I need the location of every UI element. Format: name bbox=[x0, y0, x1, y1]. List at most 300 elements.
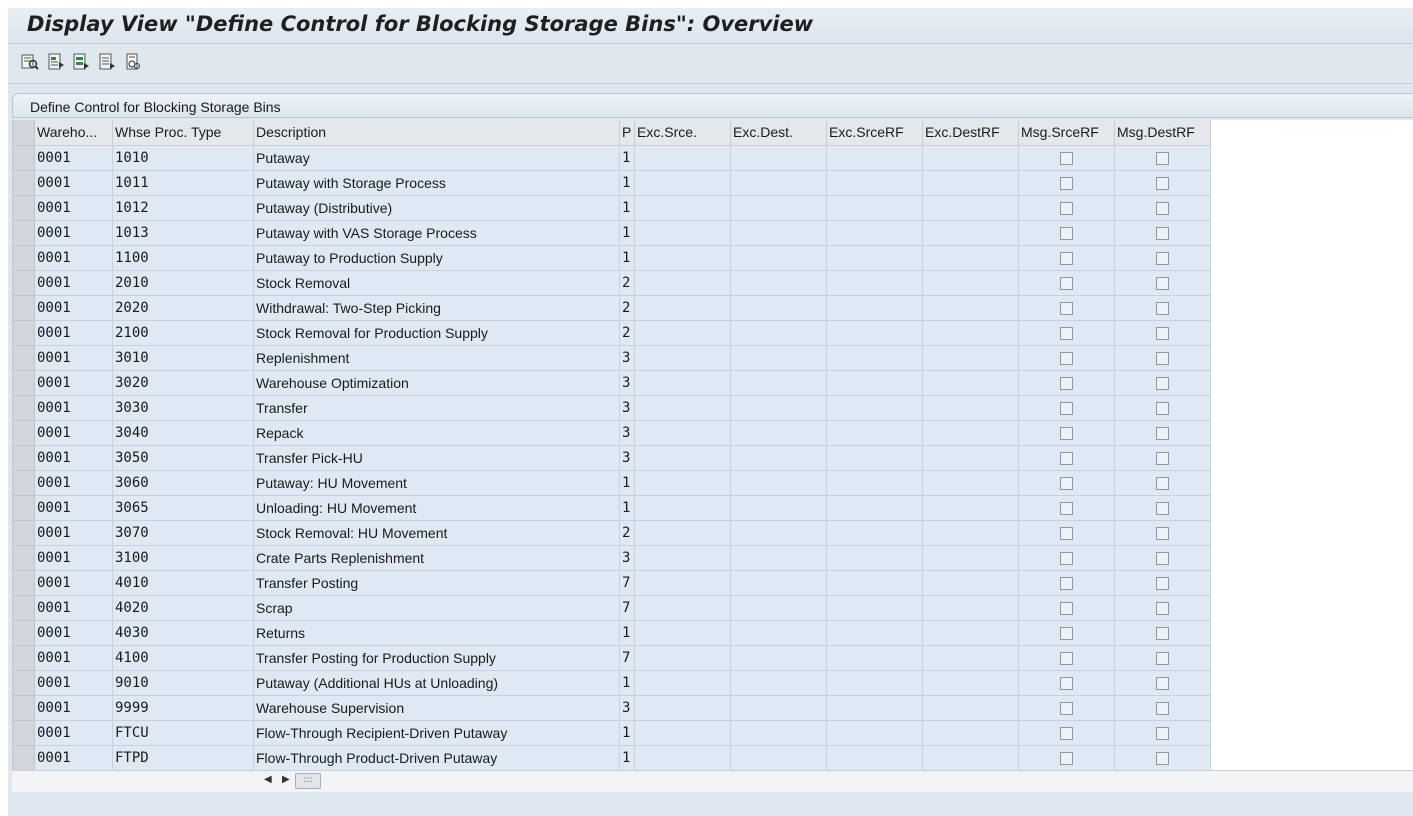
checkbox[interactable] bbox=[1156, 702, 1169, 715]
checkbox[interactable] bbox=[1060, 227, 1073, 240]
table-row[interactable] bbox=[13, 295, 1211, 320]
table-row[interactable] bbox=[13, 695, 1211, 720]
cell-exc-srce[interactable] bbox=[635, 495, 731, 520]
cell-proc-type[interactable]: 4020 bbox=[113, 595, 254, 620]
column-header-description[interactable]: Description bbox=[254, 120, 620, 145]
cell-p[interactable]: 1 bbox=[620, 745, 635, 770]
table-row[interactable] bbox=[13, 620, 1211, 645]
table-row[interactable] bbox=[13, 345, 1211, 370]
cell-description[interactable]: Putaway bbox=[254, 145, 620, 170]
cell-exc-srce-rf[interactable] bbox=[827, 745, 923, 770]
checkbox[interactable] bbox=[1060, 427, 1073, 440]
cell-exc-dest[interactable] bbox=[731, 395, 827, 420]
column-header-exc-dest[interactable]: Exc.Dest. bbox=[731, 120, 827, 145]
checkbox[interactable] bbox=[1156, 477, 1169, 490]
checkbox[interactable] bbox=[1060, 452, 1073, 465]
cell-description[interactable]: Warehouse Supervision bbox=[254, 695, 620, 720]
cell-exc-dest[interactable] bbox=[731, 670, 827, 695]
cell-p[interactable]: 1 bbox=[620, 145, 635, 170]
cell-exc-dest[interactable] bbox=[731, 695, 827, 720]
cell-exc-dest-rf[interactable] bbox=[923, 345, 1019, 370]
checkbox[interactable] bbox=[1156, 577, 1169, 590]
deselect-icon[interactable] bbox=[97, 52, 117, 72]
cell-warehouse[interactable]: 0001 bbox=[35, 495, 113, 520]
cell-exc-dest-rf[interactable] bbox=[923, 195, 1019, 220]
cell-exc-dest-rf[interactable] bbox=[923, 470, 1019, 495]
cell-description[interactable]: Stock Removal for Production Supply bbox=[254, 320, 620, 345]
row-selector[interactable] bbox=[13, 195, 35, 220]
cell-exc-dest-rf[interactable] bbox=[923, 270, 1019, 295]
cell-warehouse[interactable]: 0001 bbox=[35, 445, 113, 470]
checkbox[interactable] bbox=[1060, 352, 1073, 365]
checkbox[interactable] bbox=[1156, 327, 1169, 340]
cell-description[interactable]: Putaway: HU Movement bbox=[254, 470, 620, 495]
cell-exc-srce-rf[interactable] bbox=[827, 195, 923, 220]
column-header-p[interactable]: P bbox=[620, 120, 635, 145]
checkbox[interactable] bbox=[1156, 452, 1169, 465]
cell-exc-dest-rf[interactable] bbox=[923, 245, 1019, 270]
row-selector[interactable] bbox=[13, 395, 35, 420]
copy-as-icon[interactable] bbox=[46, 52, 66, 72]
cell-exc-srce-rf[interactable] bbox=[827, 695, 923, 720]
cell-exc-dest[interactable] bbox=[731, 170, 827, 195]
cell-exc-srce[interactable] bbox=[635, 670, 731, 695]
table-row[interactable] bbox=[13, 420, 1211, 445]
cell-p[interactable]: 1 bbox=[620, 220, 635, 245]
checkbox[interactable] bbox=[1156, 502, 1169, 515]
cell-exc-srce[interactable] bbox=[635, 545, 731, 570]
cell-exc-dest-rf[interactable] bbox=[923, 695, 1019, 720]
cell-proc-type[interactable]: FTPD bbox=[113, 745, 254, 770]
cell-exc-dest-rf[interactable] bbox=[923, 295, 1019, 320]
cell-description[interactable]: Repack bbox=[254, 420, 620, 445]
row-selector[interactable] bbox=[13, 720, 35, 745]
cell-warehouse[interactable]: 0001 bbox=[35, 245, 113, 270]
cell-proc-type[interactable]: 3060 bbox=[113, 470, 254, 495]
cell-proc-type[interactable]: 3050 bbox=[113, 445, 254, 470]
row-selector[interactable] bbox=[13, 445, 35, 470]
checkbox[interactable] bbox=[1156, 252, 1169, 265]
cell-p[interactable]: 3 bbox=[620, 445, 635, 470]
cell-proc-type[interactable]: FTCU bbox=[113, 720, 254, 745]
row-selector[interactable] bbox=[13, 245, 35, 270]
cell-exc-srce[interactable] bbox=[635, 520, 731, 545]
cell-p[interactable]: 3 bbox=[620, 345, 635, 370]
select-all-icon[interactable] bbox=[71, 52, 91, 72]
cell-p[interactable]: 7 bbox=[620, 570, 635, 595]
checkbox[interactable] bbox=[1156, 152, 1169, 165]
cell-proc-type[interactable]: 9999 bbox=[113, 695, 254, 720]
cell-warehouse[interactable]: 0001 bbox=[35, 720, 113, 745]
cell-warehouse[interactable]: 0001 bbox=[35, 270, 113, 295]
checkbox[interactable] bbox=[1060, 377, 1073, 390]
cell-p[interactable]: 3 bbox=[620, 370, 635, 395]
table-row[interactable] bbox=[13, 745, 1211, 770]
cell-description[interactable]: Flow-Through Product-Driven Putaway bbox=[254, 745, 620, 770]
checkbox[interactable] bbox=[1156, 727, 1169, 740]
cell-p[interactable]: 2 bbox=[620, 520, 635, 545]
cell-warehouse[interactable]: 0001 bbox=[35, 370, 113, 395]
cell-p[interactable]: 3 bbox=[620, 395, 635, 420]
row-selector[interactable] bbox=[13, 670, 35, 695]
cell-exc-srce[interactable] bbox=[635, 220, 731, 245]
cell-exc-srce[interactable] bbox=[635, 145, 731, 170]
cell-proc-type[interactable]: 1012 bbox=[113, 195, 254, 220]
cell-exc-srce-rf[interactable] bbox=[827, 445, 923, 470]
table-row[interactable] bbox=[13, 370, 1211, 395]
column-header-msg-srce-rf[interactable]: Msg.SrceRF bbox=[1019, 120, 1115, 145]
row-selector[interactable] bbox=[13, 220, 35, 245]
checkbox[interactable] bbox=[1060, 402, 1073, 415]
checkbox[interactable] bbox=[1156, 202, 1169, 215]
cell-p[interactable]: 1 bbox=[620, 195, 635, 220]
cell-exc-dest-rf[interactable] bbox=[923, 570, 1019, 595]
cell-exc-dest[interactable] bbox=[731, 745, 827, 770]
cell-proc-type[interactable]: 3040 bbox=[113, 420, 254, 445]
checkbox[interactable] bbox=[1060, 152, 1073, 165]
cell-description[interactable]: Withdrawal: Two-Step Picking bbox=[254, 295, 620, 320]
cell-proc-type[interactable]: 3010 bbox=[113, 345, 254, 370]
cell-exc-dest[interactable] bbox=[731, 320, 827, 345]
cell-exc-dest[interactable] bbox=[731, 470, 827, 495]
checkbox[interactable] bbox=[1060, 527, 1073, 540]
cell-p[interactable]: 7 bbox=[620, 645, 635, 670]
checkbox[interactable] bbox=[1060, 502, 1073, 515]
checkbox[interactable] bbox=[1060, 577, 1073, 590]
cell-description[interactable]: Putaway to Production Supply bbox=[254, 245, 620, 270]
cell-p[interactable]: 1 bbox=[620, 470, 635, 495]
cell-exc-srce-rf[interactable] bbox=[827, 295, 923, 320]
scroll-left-icon[interactable]: ◀ bbox=[264, 774, 272, 785]
cell-exc-srce-rf[interactable] bbox=[827, 320, 923, 345]
cell-proc-type[interactable]: 4100 bbox=[113, 645, 254, 670]
cell-proc-type[interactable]: 9010 bbox=[113, 670, 254, 695]
cell-proc-type[interactable]: 1010 bbox=[113, 145, 254, 170]
row-selector[interactable] bbox=[13, 145, 35, 170]
cell-exc-dest-rf[interactable] bbox=[923, 495, 1019, 520]
cell-description[interactable]: Scrap bbox=[254, 595, 620, 620]
cell-warehouse[interactable]: 0001 bbox=[35, 595, 113, 620]
row-selector[interactable] bbox=[13, 545, 35, 570]
table-row[interactable] bbox=[13, 395, 1211, 420]
cell-exc-dest[interactable] bbox=[731, 570, 827, 595]
cell-p[interactable]: 2 bbox=[620, 295, 635, 320]
checkbox[interactable] bbox=[1156, 627, 1169, 640]
cell-exc-dest[interactable] bbox=[731, 495, 827, 520]
cell-description[interactable]: Transfer Posting bbox=[254, 570, 620, 595]
cell-exc-srce[interactable] bbox=[635, 395, 731, 420]
checkbox[interactable] bbox=[1156, 227, 1169, 240]
cell-proc-type[interactable]: 4010 bbox=[113, 570, 254, 595]
cell-warehouse[interactable]: 0001 bbox=[35, 620, 113, 645]
checkbox[interactable] bbox=[1060, 477, 1073, 490]
table-row[interactable] bbox=[13, 220, 1211, 245]
column-header-exc-srce[interactable]: Exc.Srce. bbox=[635, 120, 731, 145]
cell-proc-type[interactable]: 3100 bbox=[113, 545, 254, 570]
cell-exc-srce-rf[interactable] bbox=[827, 570, 923, 595]
cell-description[interactable]: Transfer Posting for Production Supply bbox=[254, 645, 620, 670]
checkbox[interactable] bbox=[1060, 702, 1073, 715]
cell-exc-srce[interactable] bbox=[635, 270, 731, 295]
table-row[interactable] bbox=[13, 495, 1211, 520]
checkbox[interactable] bbox=[1156, 277, 1169, 290]
cell-exc-dest-rf[interactable] bbox=[923, 520, 1019, 545]
cell-exc-dest-rf[interactable] bbox=[923, 545, 1019, 570]
checkbox[interactable] bbox=[1156, 527, 1169, 540]
cell-warehouse[interactable]: 0001 bbox=[35, 570, 113, 595]
table-row[interactable] bbox=[13, 545, 1211, 570]
cell-p[interactable]: 1 bbox=[620, 170, 635, 195]
column-header-exc-srce-rf[interactable]: Exc.SrceRF bbox=[827, 120, 923, 145]
cell-exc-dest[interactable] bbox=[731, 445, 827, 470]
cell-exc-srce[interactable] bbox=[635, 695, 731, 720]
table-row[interactable] bbox=[13, 170, 1211, 195]
display-details-icon[interactable] bbox=[20, 52, 40, 72]
table-row[interactable] bbox=[13, 245, 1211, 270]
cell-exc-srce[interactable] bbox=[635, 470, 731, 495]
checkbox[interactable] bbox=[1060, 752, 1073, 765]
checkbox[interactable] bbox=[1156, 677, 1169, 690]
table-row[interactable] bbox=[13, 195, 1211, 220]
cell-exc-srce[interactable] bbox=[635, 370, 731, 395]
cell-exc-dest[interactable] bbox=[731, 345, 827, 370]
cell-exc-dest[interactable] bbox=[731, 145, 827, 170]
cell-warehouse[interactable]: 0001 bbox=[35, 220, 113, 245]
cell-exc-srce[interactable] bbox=[635, 345, 731, 370]
cell-warehouse[interactable]: 0001 bbox=[35, 145, 113, 170]
checkbox[interactable] bbox=[1060, 177, 1073, 190]
checkbox[interactable] bbox=[1060, 252, 1073, 265]
cell-p[interactable]: 1 bbox=[620, 670, 635, 695]
cell-exc-dest[interactable] bbox=[731, 195, 827, 220]
checkbox[interactable] bbox=[1156, 552, 1169, 565]
checkbox[interactable] bbox=[1060, 277, 1073, 290]
cell-exc-srce[interactable] bbox=[635, 595, 731, 620]
cell-exc-dest[interactable] bbox=[731, 545, 827, 570]
cell-exc-srce[interactable] bbox=[635, 295, 731, 320]
cell-description[interactable]: Putaway (Additional HUs at Unloading) bbox=[254, 670, 620, 695]
cell-description[interactable]: Putaway with VAS Storage Process bbox=[254, 220, 620, 245]
cell-exc-srce-rf[interactable] bbox=[827, 470, 923, 495]
cell-p[interactable]: 7 bbox=[620, 595, 635, 620]
cell-warehouse[interactable]: 0001 bbox=[35, 695, 113, 720]
cell-exc-dest-rf[interactable] bbox=[923, 595, 1019, 620]
row-selector[interactable] bbox=[13, 495, 35, 520]
cell-exc-srce-rf[interactable] bbox=[827, 170, 923, 195]
cell-exc-dest[interactable] bbox=[731, 720, 827, 745]
cell-exc-dest[interactable] bbox=[731, 245, 827, 270]
cell-p[interactable]: 1 bbox=[620, 495, 635, 520]
cell-exc-dest-rf[interactable] bbox=[923, 220, 1019, 245]
checkbox[interactable] bbox=[1060, 602, 1073, 615]
checkbox[interactable] bbox=[1156, 602, 1169, 615]
row-selector[interactable] bbox=[13, 595, 35, 620]
cell-exc-dest[interactable] bbox=[731, 520, 827, 545]
cell-exc-dest-rf[interactable] bbox=[923, 620, 1019, 645]
cell-exc-dest-rf[interactable] bbox=[923, 670, 1019, 695]
cell-exc-dest-rf[interactable] bbox=[923, 445, 1019, 470]
checkbox[interactable] bbox=[1156, 402, 1169, 415]
cell-description[interactable]: Putaway (Distributive) bbox=[254, 195, 620, 220]
cell-warehouse[interactable]: 0001 bbox=[35, 195, 113, 220]
cell-exc-dest[interactable] bbox=[731, 420, 827, 445]
row-selector[interactable] bbox=[13, 645, 35, 670]
checkbox[interactable] bbox=[1156, 427, 1169, 440]
row-selector[interactable] bbox=[13, 270, 35, 295]
row-selector[interactable] bbox=[13, 295, 35, 320]
cell-exc-dest-rf[interactable] bbox=[923, 645, 1019, 670]
table-row[interactable] bbox=[13, 470, 1211, 495]
select-all-rows-cell[interactable] bbox=[13, 120, 35, 145]
table-row[interactable] bbox=[13, 145, 1211, 170]
cell-p[interactable]: 2 bbox=[620, 270, 635, 295]
cell-p[interactable]: 3 bbox=[620, 545, 635, 570]
row-selector[interactable] bbox=[13, 695, 35, 720]
cell-exc-srce[interactable] bbox=[635, 620, 731, 645]
checkbox[interactable] bbox=[1156, 752, 1169, 765]
cell-exc-srce-rf[interactable] bbox=[827, 245, 923, 270]
cell-exc-srce-rf[interactable] bbox=[827, 670, 923, 695]
cell-warehouse[interactable]: 0001 bbox=[35, 395, 113, 420]
cell-p[interactable]: 1 bbox=[620, 245, 635, 270]
cell-exc-dest[interactable] bbox=[731, 645, 827, 670]
column-header-proc-type[interactable]: Whse Proc. Type bbox=[113, 120, 254, 145]
checkbox[interactable] bbox=[1060, 202, 1073, 215]
cell-proc-type[interactable]: 3020 bbox=[113, 370, 254, 395]
checkbox[interactable] bbox=[1060, 677, 1073, 690]
cell-proc-type[interactable]: 2100 bbox=[113, 320, 254, 345]
cell-exc-srce[interactable] bbox=[635, 745, 731, 770]
cell-warehouse[interactable]: 0001 bbox=[35, 670, 113, 695]
cell-warehouse[interactable]: 0001 bbox=[35, 545, 113, 570]
cell-exc-srce-rf[interactable] bbox=[827, 220, 923, 245]
checkbox[interactable] bbox=[1060, 627, 1073, 640]
scroll-thumb[interactable]: ::: bbox=[295, 773, 321, 789]
cell-description[interactable]: Flow-Through Recipient-Driven Putaway bbox=[254, 720, 620, 745]
cell-exc-dest-rf[interactable] bbox=[923, 745, 1019, 770]
row-selector[interactable] bbox=[13, 570, 35, 595]
row-selector[interactable] bbox=[13, 345, 35, 370]
cell-exc-srce[interactable] bbox=[635, 420, 731, 445]
cell-exc-dest[interactable] bbox=[731, 295, 827, 320]
checkbox[interactable] bbox=[1060, 327, 1073, 340]
table-row[interactable] bbox=[13, 670, 1211, 695]
cell-p[interactable]: 3 bbox=[620, 420, 635, 445]
cell-proc-type[interactable]: 4030 bbox=[113, 620, 254, 645]
cell-exc-srce[interactable] bbox=[635, 720, 731, 745]
table-row[interactable] bbox=[13, 570, 1211, 595]
column-header-warehouse[interactable]: Wareho... bbox=[35, 120, 113, 145]
cell-proc-type[interactable]: 1013 bbox=[113, 220, 254, 245]
cell-proc-type[interactable]: 3070 bbox=[113, 520, 254, 545]
cell-warehouse[interactable]: 0001 bbox=[35, 170, 113, 195]
cell-p[interactable]: 3 bbox=[620, 695, 635, 720]
column-header-msg-dest-rf[interactable]: Msg.DestRF bbox=[1115, 120, 1211, 145]
row-selector[interactable] bbox=[13, 470, 35, 495]
cell-proc-type[interactable]: 2010 bbox=[113, 270, 254, 295]
cell-p[interactable]: 1 bbox=[620, 620, 635, 645]
checkbox[interactable] bbox=[1060, 652, 1073, 665]
cell-exc-dest[interactable] bbox=[731, 270, 827, 295]
cell-exc-dest[interactable] bbox=[731, 620, 827, 645]
cell-proc-type[interactable]: 1011 bbox=[113, 170, 254, 195]
cell-exc-srce[interactable] bbox=[635, 570, 731, 595]
cell-exc-dest-rf[interactable] bbox=[923, 395, 1019, 420]
cell-exc-srce-rf[interactable] bbox=[827, 620, 923, 645]
cell-description[interactable]: Putaway with Storage Process bbox=[254, 170, 620, 195]
cell-proc-type[interactable]: 2020 bbox=[113, 295, 254, 320]
cell-warehouse[interactable]: 0001 bbox=[35, 520, 113, 545]
cell-exc-srce-rf[interactable] bbox=[827, 345, 923, 370]
row-selector[interactable] bbox=[13, 320, 35, 345]
checkbox[interactable] bbox=[1060, 552, 1073, 565]
checkbox[interactable] bbox=[1156, 377, 1169, 390]
cell-warehouse[interactable]: 0001 bbox=[35, 320, 113, 345]
cell-exc-dest[interactable] bbox=[731, 370, 827, 395]
cell-description[interactable]: Stock Removal: HU Movement bbox=[254, 520, 620, 545]
cell-exc-srce[interactable] bbox=[635, 445, 731, 470]
scroll-right-icon[interactable]: ▶ bbox=[282, 774, 290, 785]
row-selector[interactable] bbox=[13, 620, 35, 645]
cell-exc-dest-rf[interactable] bbox=[923, 370, 1019, 395]
cell-proc-type[interactable]: 3030 bbox=[113, 395, 254, 420]
cell-exc-srce-rf[interactable] bbox=[827, 370, 923, 395]
table-row[interactable] bbox=[13, 595, 1211, 620]
cell-exc-srce[interactable] bbox=[635, 320, 731, 345]
cell-exc-srce-rf[interactable] bbox=[827, 395, 923, 420]
cell-exc-dest[interactable] bbox=[731, 595, 827, 620]
cell-exc-srce-rf[interactable] bbox=[827, 645, 923, 670]
cell-exc-srce-rf[interactable] bbox=[827, 420, 923, 445]
cell-proc-type[interactable]: 3065 bbox=[113, 495, 254, 520]
cell-description[interactable]: Transfer Pick-HU bbox=[254, 445, 620, 470]
cell-exc-dest-rf[interactable] bbox=[923, 320, 1019, 345]
cell-exc-dest-rf[interactable] bbox=[923, 145, 1019, 170]
cell-exc-dest-rf[interactable] bbox=[923, 420, 1019, 445]
cell-exc-dest-rf[interactable] bbox=[923, 170, 1019, 195]
column-header-exc-dest-rf[interactable]: Exc.DestRF bbox=[923, 120, 1019, 145]
cell-exc-srce[interactable] bbox=[635, 645, 731, 670]
cell-exc-srce-rf[interactable] bbox=[827, 545, 923, 570]
cell-exc-srce-rf[interactable] bbox=[827, 270, 923, 295]
cell-description[interactable]: Returns bbox=[254, 620, 620, 645]
table-row[interactable] bbox=[13, 645, 1211, 670]
cell-exc-srce-rf[interactable] bbox=[827, 520, 923, 545]
checkbox[interactable] bbox=[1156, 352, 1169, 365]
cell-description[interactable]: Transfer bbox=[254, 395, 620, 420]
row-selector[interactable] bbox=[13, 370, 35, 395]
horizontal-scrollbar[interactable] bbox=[12, 770, 1413, 792]
checkbox[interactable] bbox=[1060, 302, 1073, 315]
cell-p[interactable]: 1 bbox=[620, 720, 635, 745]
cell-exc-srce-rf[interactable] bbox=[827, 720, 923, 745]
table-row[interactable] bbox=[13, 270, 1211, 295]
cell-exc-srce[interactable] bbox=[635, 195, 731, 220]
cell-description[interactable]: Unloading: HU Movement bbox=[254, 495, 620, 520]
row-selector[interactable] bbox=[13, 420, 35, 445]
cell-proc-type[interactable]: 1100 bbox=[113, 245, 254, 270]
cell-description[interactable]: Crate Parts Replenishment bbox=[254, 545, 620, 570]
cell-warehouse[interactable]: 0001 bbox=[35, 345, 113, 370]
checkbox[interactable] bbox=[1156, 302, 1169, 315]
row-selector[interactable] bbox=[13, 170, 35, 195]
cell-description[interactable]: Warehouse Optimization bbox=[254, 370, 620, 395]
cell-exc-dest-rf[interactable] bbox=[923, 720, 1019, 745]
cell-exc-srce-rf[interactable] bbox=[827, 495, 923, 520]
cell-warehouse[interactable]: 0001 bbox=[35, 295, 113, 320]
cell-exc-srce[interactable] bbox=[635, 170, 731, 195]
cell-warehouse[interactable]: 0001 bbox=[35, 420, 113, 445]
